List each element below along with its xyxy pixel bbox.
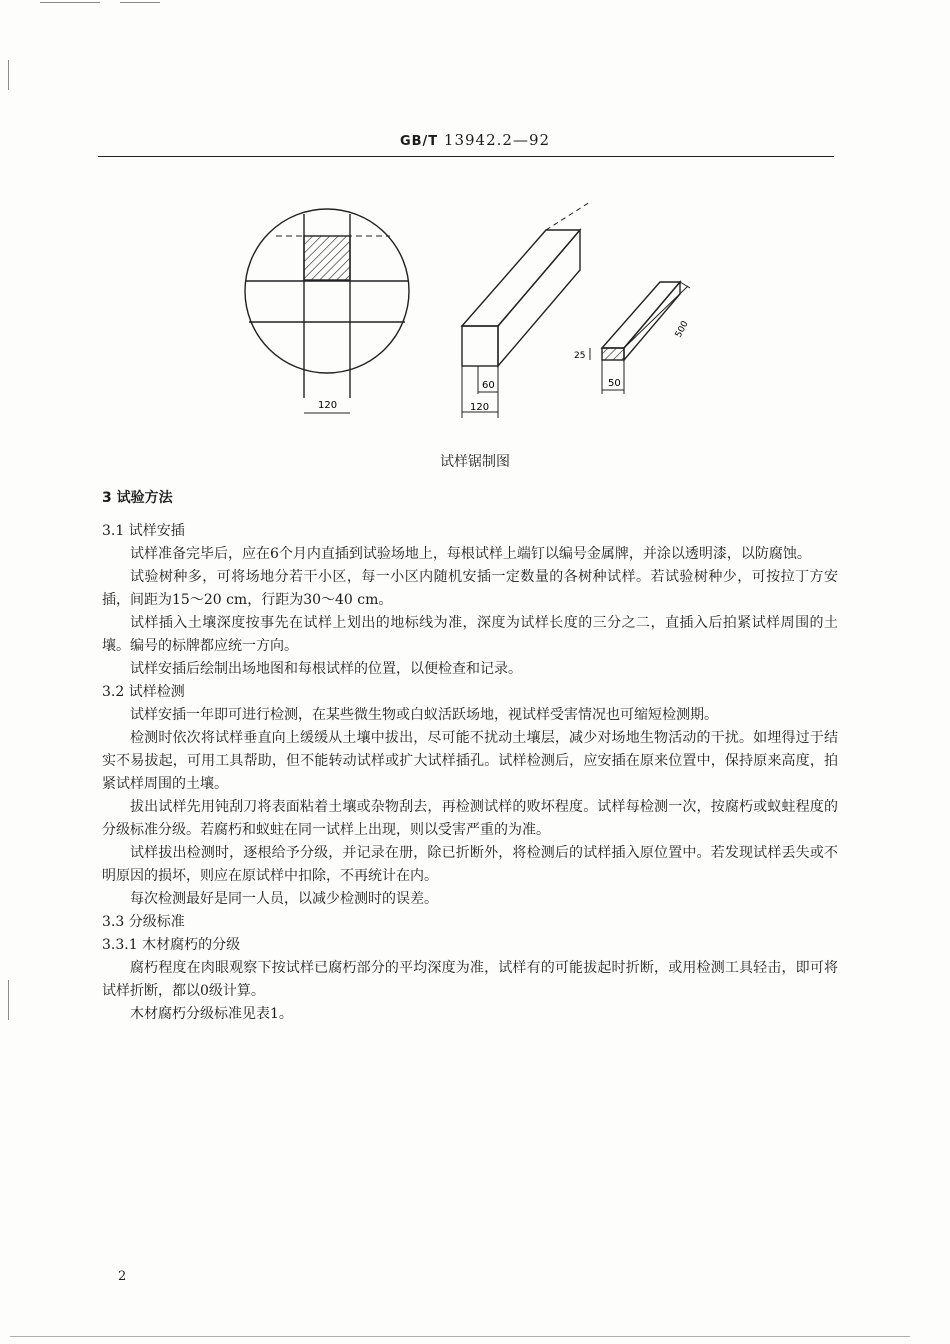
subsection-heading: 3.1 试样安插 <box>102 523 185 539</box>
standard-prefix: GB/T <box>399 134 439 149</box>
subsection-heading: 3.2 试样检测 <box>102 684 185 700</box>
scan-mark <box>10 1336 910 1337</box>
paragraph: 木材腐朽分级标准见表1。 <box>130 1006 293 1022</box>
paragraph: 试样插入土壤深度按事先在试样上划出的地标线为准，深度为试样长度的三分之二，直插入后拍紧试样周围的土壤。编号的标牌都应统一方向。 <box>102 615 838 654</box>
scan-mark <box>40 2 100 3</box>
paragraph: 试样准备完毕后，应在6个月内直插到试验场地上，每根试样上端钉以编号金属牌，并涂以透明漆，以防腐蚀。 <box>130 546 811 562</box>
paragraph: 试验树种多，可将场地分若干小区，每一小区内随机安插一定数量的各树种试样。若试验树种少，可按拉丁方安插，间距为15～20 cm，行距为30～40 cm。 <box>102 569 838 608</box>
stake-width-label: 50 <box>608 378 621 389</box>
paragraph: 试样安插后绘制出场地图和每根试样的位置，以便检查和记录。 <box>130 661 522 677</box>
section-3 <box>102 487 838 1026</box>
subsection-heading: 3.3 分级标准 <box>102 914 185 930</box>
stake-height-label: 25 <box>574 351 586 361</box>
sawing-diagram <box>240 198 700 438</box>
beam-inner-label: 60 <box>482 380 495 391</box>
paragraph: 检测时依次将试样垂直向上缓缓从土壤中拔出，尽可能不扰动土壤层，减少对场地生物活动的干扰。如埋得过于结实不易拔起，可用工具帮助，但不能转动试样或扩大试样插孔。试样检测后，应安插在原来位置中，保持原来高度，拍紧试样周围的土壤。 <box>102 730 838 792</box>
standard-number: 13942.2—92 <box>443 131 551 149</box>
page-number: 2 <box>118 1269 127 1284</box>
paragraph: 拔出试样先用钝刮刀将表面粘着土壤或杂物刮去，再检测试样的败坏程度。试样每检测一次，按腐朽或蚁蛀程度的分级标准分级。若腐朽和蚁蛀在同一试样上出现，则以受害严重的为准。 <box>102 799 838 838</box>
figure-caption: 试样锯制图 <box>440 454 510 470</box>
section-heading: 3 试验方法 <box>102 490 173 506</box>
paragraph: 每次检测最好是同一人员，以减少检测时的误差。 <box>130 891 438 907</box>
beam-width-label: 120 <box>470 402 490 413</box>
paragraph: 腐朽程度在肉眼观察下按试样已腐朽部分的平均深度为准，试样有的可能拔起时折断，或用检测工具轻击，即可将试样折断，都以0级计算。 <box>102 960 838 999</box>
paragraph: 试样安插一年即可进行检测，在某些微生物或白蚁活跃场地，视试样受害情况也可缩短检测期。 <box>130 707 718 723</box>
subsubsection-heading: 3.3.1 木材腐朽的分级 <box>102 937 241 953</box>
stake-length-label: 500 <box>673 319 691 340</box>
document-header <box>0 131 950 149</box>
scan-mark <box>8 60 9 90</box>
log-width-label: 120 <box>318 400 338 411</box>
stake-sample <box>590 282 690 394</box>
header-rule <box>98 156 834 157</box>
scan-mark <box>8 980 9 1020</box>
scan-mark <box>120 2 160 3</box>
log-cross-section <box>245 209 409 413</box>
paragraph: 试样拔出检测时，逐根给予分级，并记录在册，除已折断外，将检测后的试样插入原位置中。若发现试样丢失或不明原因的损坏，则应在原试样中扣除，不再统计在内。 <box>102 845 838 884</box>
